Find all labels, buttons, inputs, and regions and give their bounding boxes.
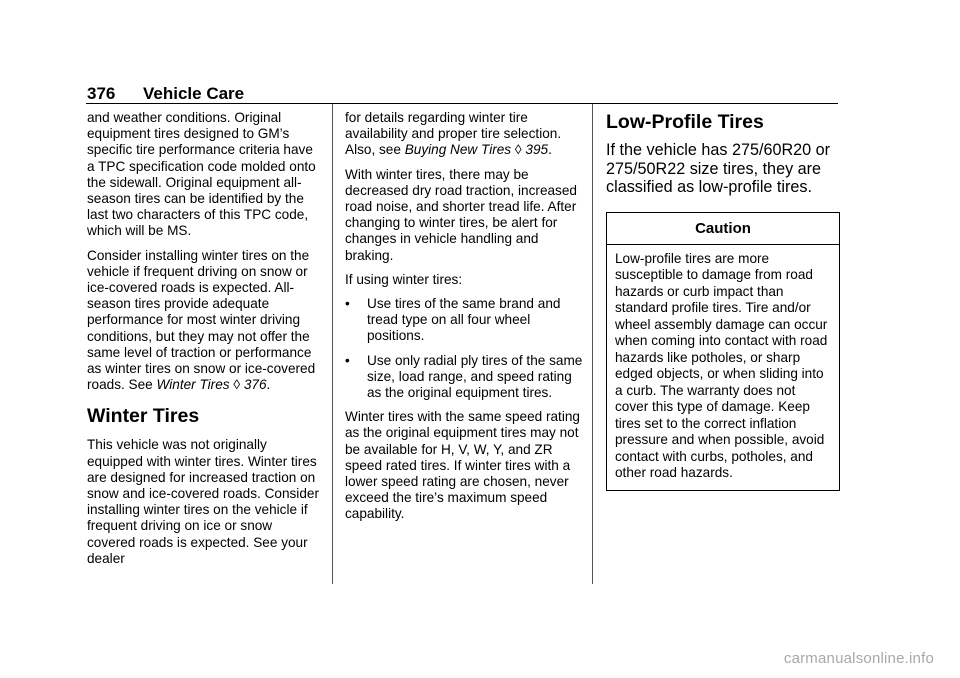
section-heading: Low-Profile Tires bbox=[606, 111, 764, 133]
page-reference[interactable]: 395 bbox=[525, 142, 549, 158]
paragraph: With winter tires, there may be decreased dry road traction, increased road noise, and shorter tread life. After changing to winter tires, be alert for changes in vehicle handling and braking. bbox=[345, 166, 577, 263]
page-number: 376 bbox=[87, 84, 116, 103]
header-rule bbox=[86, 103, 838, 104]
column-divider-1 bbox=[332, 104, 333, 584]
paragraph: and weather conditions. Original equipment tires designed to GM’s specific tire performance criteria have a TPC specification code molded onto the sidewall. Original equipment all-season tires can be identified by the last two characters of this TPC code, which will be MS. bbox=[87, 110, 316, 239]
paragraph: Winter tires with the same speed rating as the original equipment tires may not be available for H, V, W, Y, and ZR speed rated tires. If winter tires with a lower speed rating are chosen, never exceed the tire’s maximum speed capability. bbox=[345, 409, 580, 522]
paragraph: This vehicle was not originally equipped with winter tires. Winter tires are designed for increased traction on snow and ice-covered roads. Consider installing winter tires on the vehicle if frequent driving on ice or snow covered roads is expected. See your dealer bbox=[87, 437, 319, 566]
page-header bbox=[87, 84, 244, 104]
paragraph: If using winter tires: bbox=[345, 271, 463, 287]
page-ref-icon: ◊ bbox=[233, 377, 241, 393]
bullet-icon: • bbox=[345, 352, 350, 368]
caution-text: Low-profile tires are more susceptible to damage from road hazards or curb impact than standard profile tires. Tire and/or wheel assembly damage can occur when coming into contact with road hazards like potholes, or sharp edged objects, or when sliding into a curb. The warranty does not cover this type of damage. Keep tires set to the correct inflation pressure and when possible, avoid contact with curbs, potholes, and other road hazards. bbox=[615, 250, 828, 481]
cross-reference-link[interactable]: Buying New Tires bbox=[404, 142, 512, 158]
list-item: • Use only radial ply tires of the same size, load range, and speed rating as the original equipment tires. bbox=[345, 352, 583, 401]
section-title: Vehicle Care bbox=[143, 84, 245, 103]
page-ref-icon: ◊ bbox=[514, 142, 522, 158]
column-1 bbox=[87, 110, 323, 575]
paragraph: for details regarding winter tire availability and proper tire selection. Also, see Buying New Tires ◊ 395. bbox=[345, 110, 562, 158]
intro-paragraph: If the vehicle has 275/60R20 or 275/50R22 size tires, they are classified as low-profile tires. bbox=[606, 141, 831, 197]
watermark: carmanualsonline.info bbox=[783, 650, 934, 667]
bullet-icon: • bbox=[345, 296, 350, 312]
column-2 bbox=[345, 110, 585, 531]
cross-reference-link[interactable]: Winter Tires bbox=[156, 377, 230, 393]
list-item: • Use tires of the same brand and tread type on all four wheel positions. bbox=[345, 296, 561, 344]
column-divider-2 bbox=[592, 104, 593, 584]
column-3 bbox=[606, 110, 838, 491]
paragraph: Consider installing winter tires on the vehicle if frequent driving on snow or ice-covered roads is expected. All-season tires provide adequate performance for most winter driving conditions, but they may not offer the same level of traction or performance as winter tires on snow or ice-covered roads. See Winter Tires ◊ 376. bbox=[87, 247, 316, 393]
section-heading: Winter Tires bbox=[87, 405, 200, 428]
page-reference[interactable]: 376 bbox=[243, 377, 267, 393]
caution-title: Caution bbox=[607, 213, 839, 245]
caution-box bbox=[606, 212, 840, 491]
